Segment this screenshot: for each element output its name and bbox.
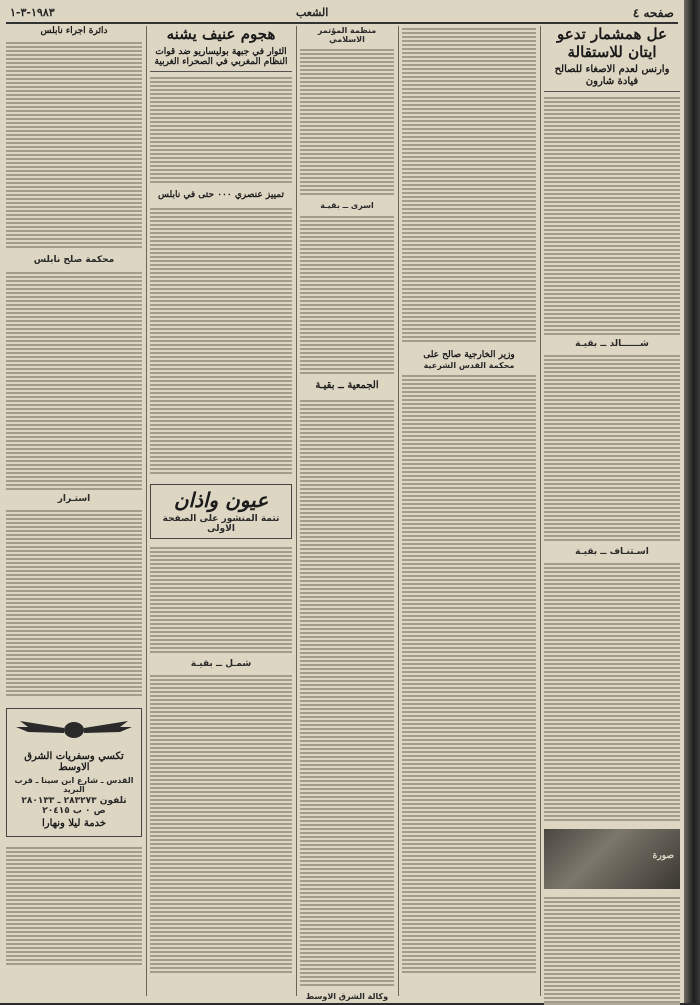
lead-body-lower	[544, 561, 680, 823]
feature-subtitle: تتمة المنشور على الصفحة الاولى	[162, 514, 280, 535]
column-four-continued: شمـل ــ بقيـة	[190, 659, 252, 670]
lead-story-column	[544, 26, 680, 994]
column-three	[300, 26, 394, 1001]
column-five-continued: استـرار	[57, 493, 91, 504]
column-two-body	[402, 26, 536, 344]
column-three-kicker: منظمة المؤتمر الاسلامي	[317, 26, 377, 44]
news-photo	[544, 829, 680, 889]
column-rule	[296, 26, 297, 996]
column-continued-label: اسـتنـاف ــ بقيـة	[575, 546, 649, 557]
ad-phone: تلفون ٢٨٣٢٧٣ ـ ٢٨٠١٣٣	[21, 796, 127, 807]
column-two	[402, 26, 536, 994]
column-two-headline: وزير الخارجية صالح على	[423, 350, 515, 360]
ad-pobox: ص ٠ ب ٢٠٤١٥	[42, 806, 106, 817]
column-four-headline-3: النظام المغربي في الصحراء الغربية	[154, 57, 288, 68]
lead-continued-label: شــــــالد ــ بقيـة	[575, 338, 649, 349]
column-three-body	[300, 47, 394, 197]
column-five-subheadline: محكمة صلح نابلس	[33, 254, 115, 265]
column-four-body	[150, 75, 292, 185]
column-three-headline: الجمعية ــ بقيـة	[315, 380, 379, 391]
page-masthead	[6, 6, 678, 24]
divider	[544, 91, 680, 92]
column-three-continued: اسرى ــ بقيـة	[320, 201, 374, 210]
column-rule	[540, 26, 541, 996]
divider	[150, 71, 292, 72]
taxi-advertisement	[6, 708, 142, 837]
lead-subheadline: وارنس لعدم الاصغاء للصالح فيادة شارون	[554, 64, 670, 88]
lead-body-bottom	[544, 895, 680, 1005]
ad-title: تكسي وسفريات الشرق الاوسط	[24, 750, 124, 774]
column-five-body-mid	[6, 270, 142, 490]
column-four-body-mid	[150, 206, 292, 476]
column-two-subheadline: محكمة القدس الشرعية	[423, 360, 515, 370]
column-rule	[146, 26, 147, 996]
winged-emblem-icon	[14, 715, 134, 745]
column-five	[6, 26, 142, 994]
column-two-body-lower	[402, 373, 536, 973]
column-five-body	[6, 40, 142, 250]
ad-address: القدس ـ شارع ابن سينا ـ قرب البريد	[14, 776, 134, 795]
column-four-body-bottom	[150, 673, 292, 973]
photo-caption: صورة	[652, 850, 674, 861]
newspaper-name: الشعب	[296, 6, 329, 19]
column-five-headline: دائرة اجراء نابلس	[40, 26, 108, 36]
column-four	[150, 26, 292, 994]
column-four-headline: هجوم عنيف يشنه	[166, 25, 276, 43]
feature-box	[150, 484, 292, 540]
column-four-body-lower	[150, 545, 292, 655]
feature-title: عيون واذان	[173, 487, 269, 512]
lead-body	[544, 95, 680, 335]
ad-service: خدمة ليلا ونهارا	[41, 818, 107, 830]
column-five-body-bottom	[6, 845, 142, 965]
issue-date: ١٩٨٣-٣-١	[10, 6, 55, 19]
column-four-headline-2: الثوار في جبهة بوليساريو ضد قوات	[155, 46, 287, 57]
page-binding-edge	[684, 0, 700, 1003]
lead-headline: عل همشمار تدعو ايتان للاستقالة	[557, 25, 667, 61]
lead-body-continued	[544, 353, 680, 543]
column-three-footer: وكالة الشرق الاوسط	[305, 991, 389, 1001]
column-five-body-lower	[6, 508, 142, 698]
column-three-body-lower	[300, 398, 394, 988]
column-rule	[398, 26, 399, 996]
column-three-body-mid	[300, 214, 394, 374]
page-number: صفحه ٤	[632, 6, 674, 20]
column-four-subheadline: تمييز عنصري ٠٠٠ حتى في نابلس	[158, 189, 284, 200]
